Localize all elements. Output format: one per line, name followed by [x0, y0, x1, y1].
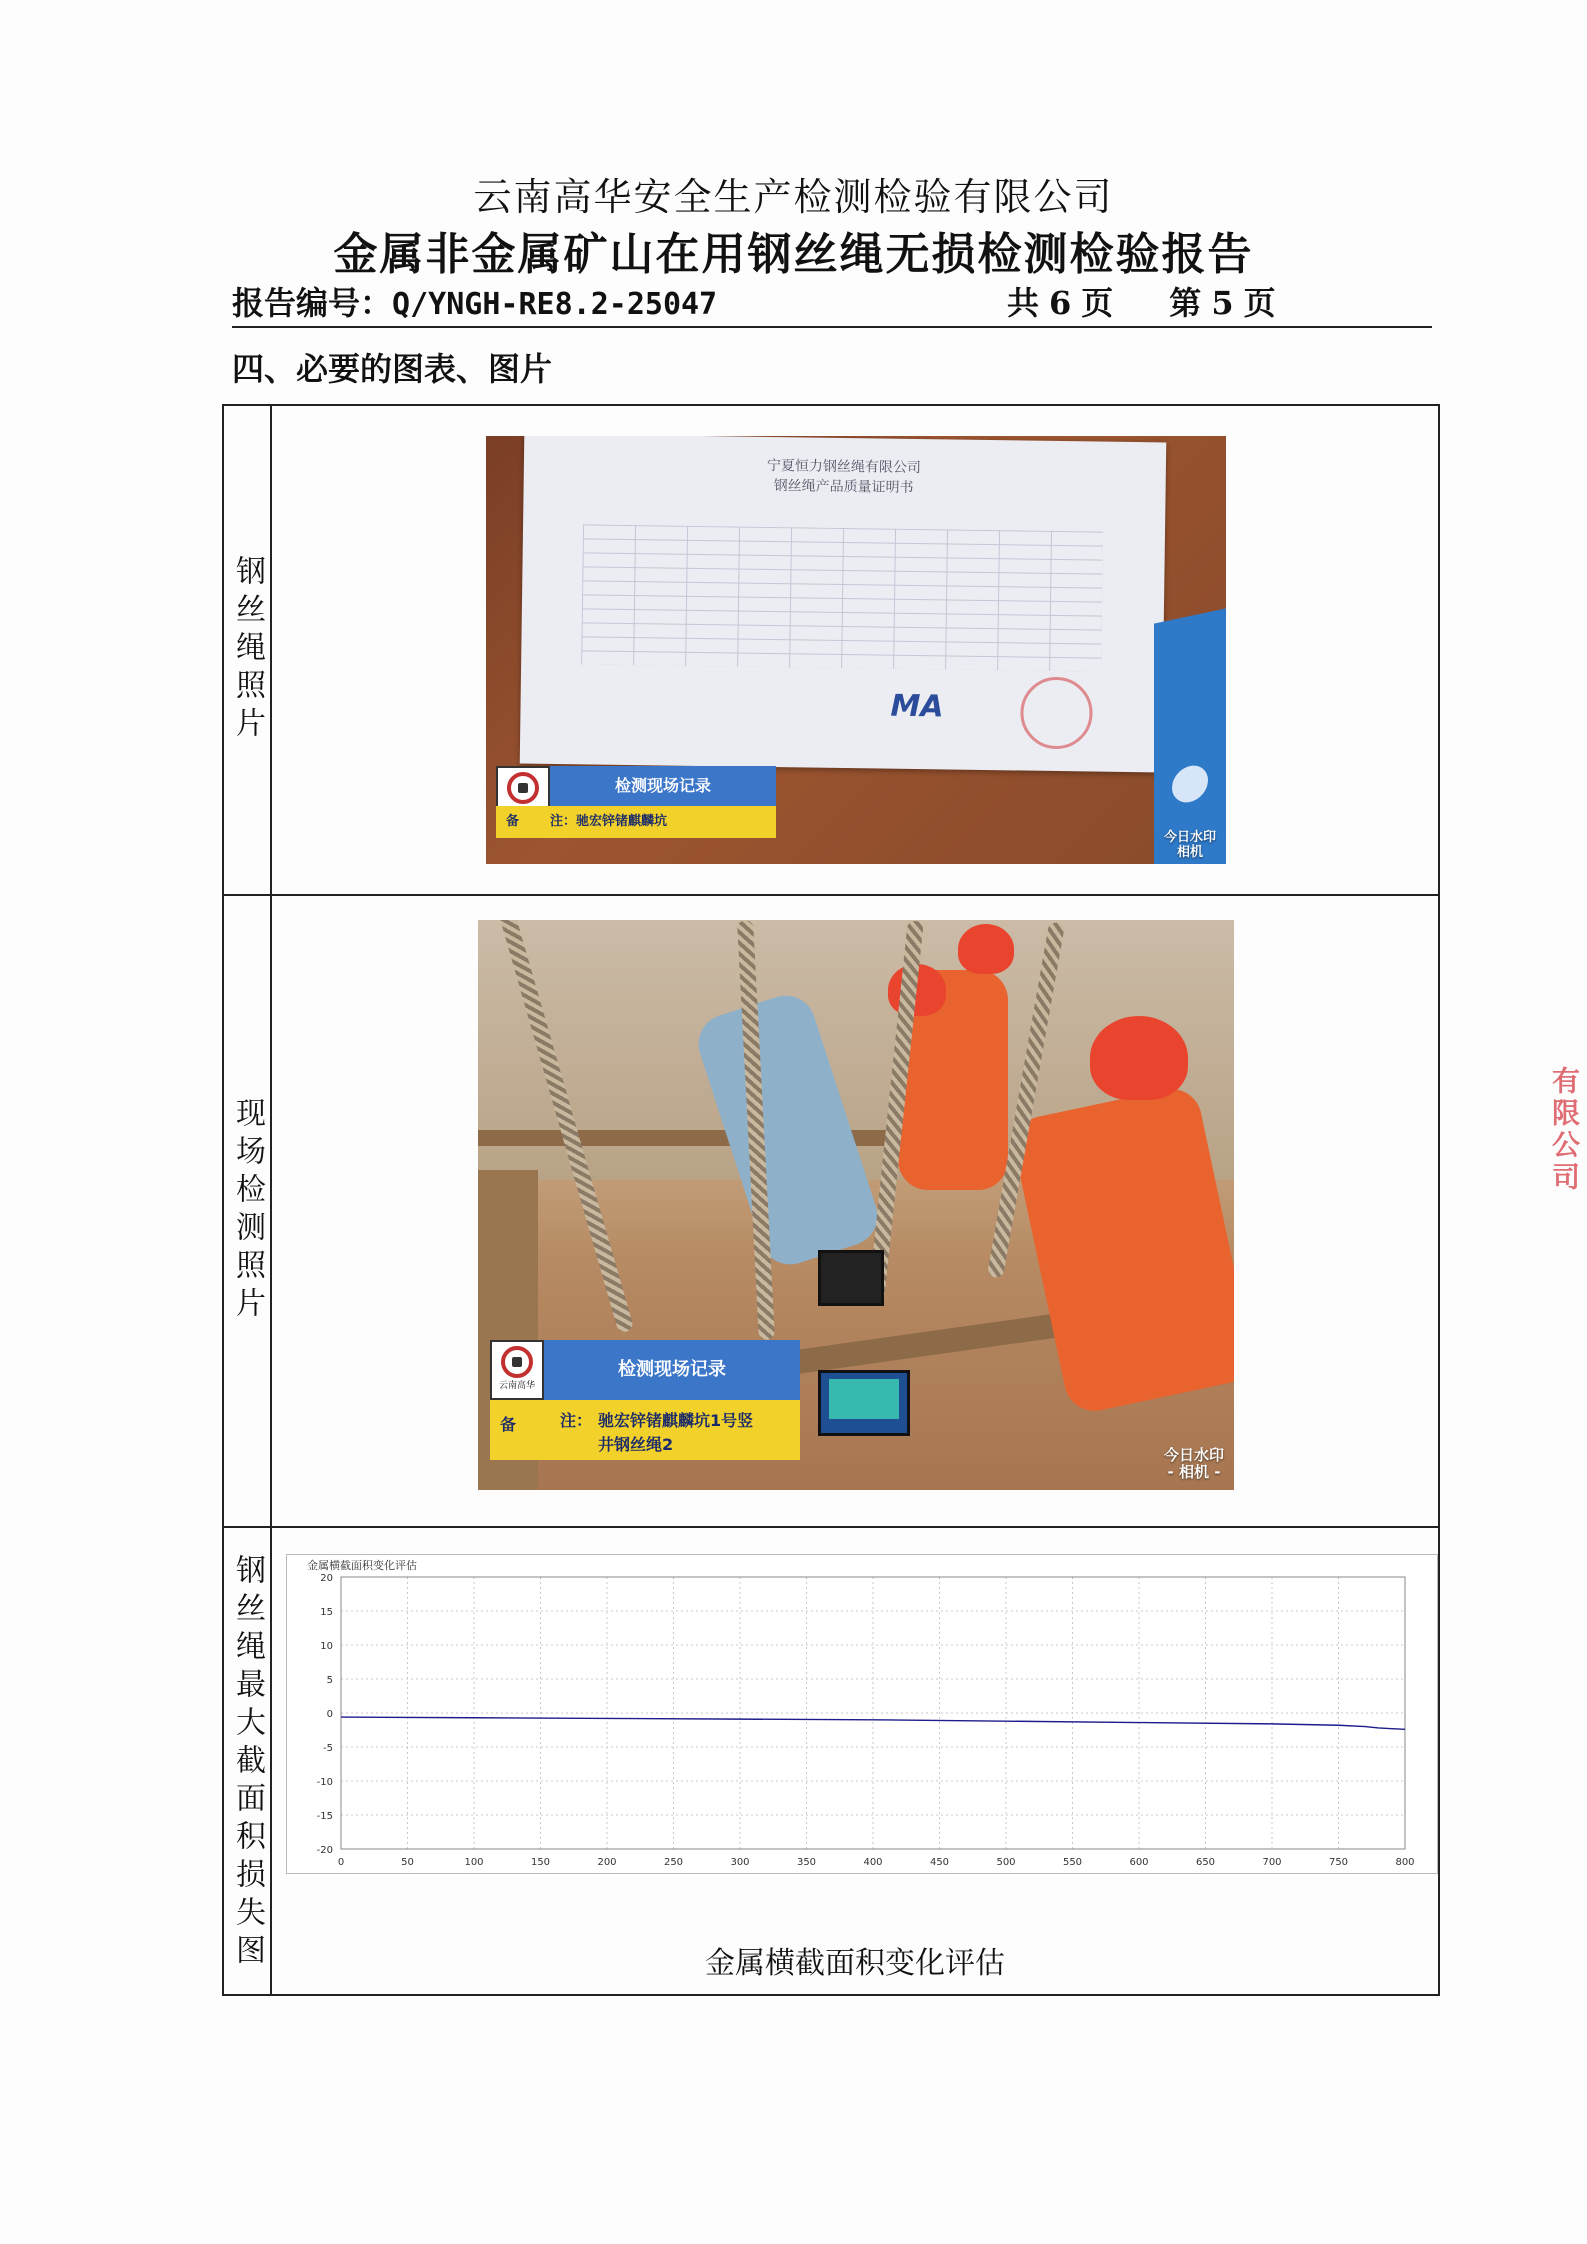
badge-title: 检测现场记录 [544, 1340, 800, 1400]
total-pages-value: 6 [1049, 284, 1072, 322]
row-label-text: 钢丝绳最大截面积损失图 [230, 1554, 265, 1972]
report-number-label: 报告编号： [232, 284, 393, 322]
chart-title: 金属横截面积变化评估 [307, 1559, 417, 1572]
x-tick-label: 300 [730, 1857, 750, 1868]
row-label-site-photo [224, 896, 270, 1526]
site-record-badge [496, 766, 776, 838]
y-tick-label: -15 [316, 1811, 333, 1822]
x-tick-label: 650 [1195, 1857, 1216, 1868]
y-tick-label: -20 [316, 1845, 333, 1856]
badge-note-line2: 井钢丝绳2 [598, 1435, 674, 1454]
watermark-line2: 相机 [1176, 844, 1203, 860]
x-tick-label: 450 [929, 1857, 950, 1868]
company-name: 云南高华安全生产检测检验有限公司 [473, 175, 1114, 219]
row-label-rope-photo [224, 406, 270, 894]
detector-display-unit [818, 1370, 910, 1436]
x-tick-label: 350 [796, 1857, 817, 1868]
badge-note-bar [490, 1400, 800, 1460]
red-seal-icon [1020, 676, 1093, 749]
certificate-company: 宁夏恒力钢丝绳有限公司 [766, 457, 922, 477]
certificate-document [520, 436, 1167, 772]
detector-screen [829, 1379, 899, 1419]
row-divider [224, 1526, 1438, 1528]
figures-table [222, 404, 1440, 1996]
badge-note: 注：驰宏锌锗麒麟坑 [550, 814, 668, 829]
y-tick-label: 15 [320, 1607, 333, 1618]
row-label-text: 现场检测照片 [230, 1097, 265, 1325]
chart-caption: 金属横截面积变化评估 [705, 1946, 1005, 1981]
badge-note-bar [496, 806, 776, 838]
x-tick-label: 800 [1395, 1857, 1415, 1868]
blue-binder [1154, 608, 1226, 864]
certificate-table [581, 524, 1103, 671]
x-tick-label: 100 [464, 1857, 484, 1868]
row-label-loss-chart [224, 1528, 270, 1998]
badge-note-line1: 驰宏锌锗麒麟坑1号竖 [598, 1411, 754, 1430]
x-tick-label: 400 [863, 1857, 883, 1868]
x-tick-label: 50 [401, 1857, 414, 1868]
current-page-unit: 页 [1243, 284, 1276, 322]
worker-orange [1009, 1084, 1234, 1417]
total-pages-label: 共 [1007, 284, 1040, 322]
badge-note-prefix: 注： [560, 1411, 593, 1430]
header-divider [232, 326, 1432, 328]
y-tick-label: 5 [326, 1675, 333, 1686]
certificate-title: 钢丝绳产品质量证明书 [773, 478, 914, 496]
logo-mark-icon [501, 1346, 533, 1378]
certificate-header [694, 454, 995, 498]
company-seal-stamp: 有限公司 [1548, 1066, 1581, 1194]
row-label-text: 钢丝绳照片 [230, 555, 265, 745]
report-info-row [232, 278, 1432, 326]
badge-title: 检测现场记录 [550, 766, 776, 806]
helmet-icon [1090, 1016, 1188, 1100]
row-divider [224, 894, 1438, 896]
current-page-value: 5 [1211, 284, 1234, 322]
x-tick-label: 750 [1328, 1857, 1349, 1868]
section-title: 四、必要的图表、图片 [232, 350, 553, 388]
watermark-line2: - 相机 - [1167, 1462, 1221, 1481]
logo-text: 云南高华 [498, 1381, 535, 1391]
x-tick-label: 500 [996, 1857, 1016, 1868]
helmet-icon [958, 924, 1014, 974]
watermark-line1: 今日水印 [1163, 830, 1216, 846]
badge-note-label: 备 [506, 814, 520, 829]
badge-note-label: 备 [500, 1415, 517, 1434]
report-title: 金属非金属矿山在用钢丝绳无损检测检验报告 [333, 229, 1254, 280]
watermark-line1: 今日水印 [1163, 1446, 1224, 1464]
area-change-chart [286, 1554, 1438, 1874]
x-tick-label: 200 [597, 1857, 617, 1868]
y-tick-label: 0 [326, 1709, 333, 1720]
site-record-badge [490, 1340, 800, 1460]
site-inspection-photo [478, 920, 1234, 1490]
label-column-divider [270, 406, 272, 1994]
logo-mark-icon [507, 772, 539, 804]
watermark [1164, 1447, 1224, 1480]
current-page-label: 第 [1169, 284, 1202, 322]
chart-svg [287, 1555, 1437, 1873]
x-tick-label: 550 [1062, 1857, 1083, 1868]
company-logo-icon [490, 1340, 544, 1400]
y-tick-label: -5 [323, 1743, 333, 1754]
binder-ring-icon [1172, 762, 1208, 806]
y-tick-label: 10 [320, 1641, 333, 1652]
report-number-value: Q/YNGH-RE8.2-25047 [392, 287, 718, 322]
total-pages-unit: 页 [1081, 284, 1114, 322]
ma-mark: MA [890, 688, 944, 725]
rope-certificate-photo [486, 436, 1226, 864]
y-tick-label: 20 [320, 1573, 333, 1584]
watermark [1164, 831, 1216, 860]
report-number [232, 278, 717, 324]
rope-detector-sensor [818, 1250, 884, 1306]
x-tick-label: 150 [530, 1857, 551, 1868]
x-tick-label: 600 [1129, 1857, 1149, 1868]
y-tick-label: -10 [316, 1777, 333, 1788]
x-tick-label: 250 [663, 1857, 684, 1868]
x-tick-label: 700 [1262, 1857, 1282, 1868]
x-tick-label: 0 [337, 1857, 345, 1868]
page-indicator [1007, 278, 1286, 324]
